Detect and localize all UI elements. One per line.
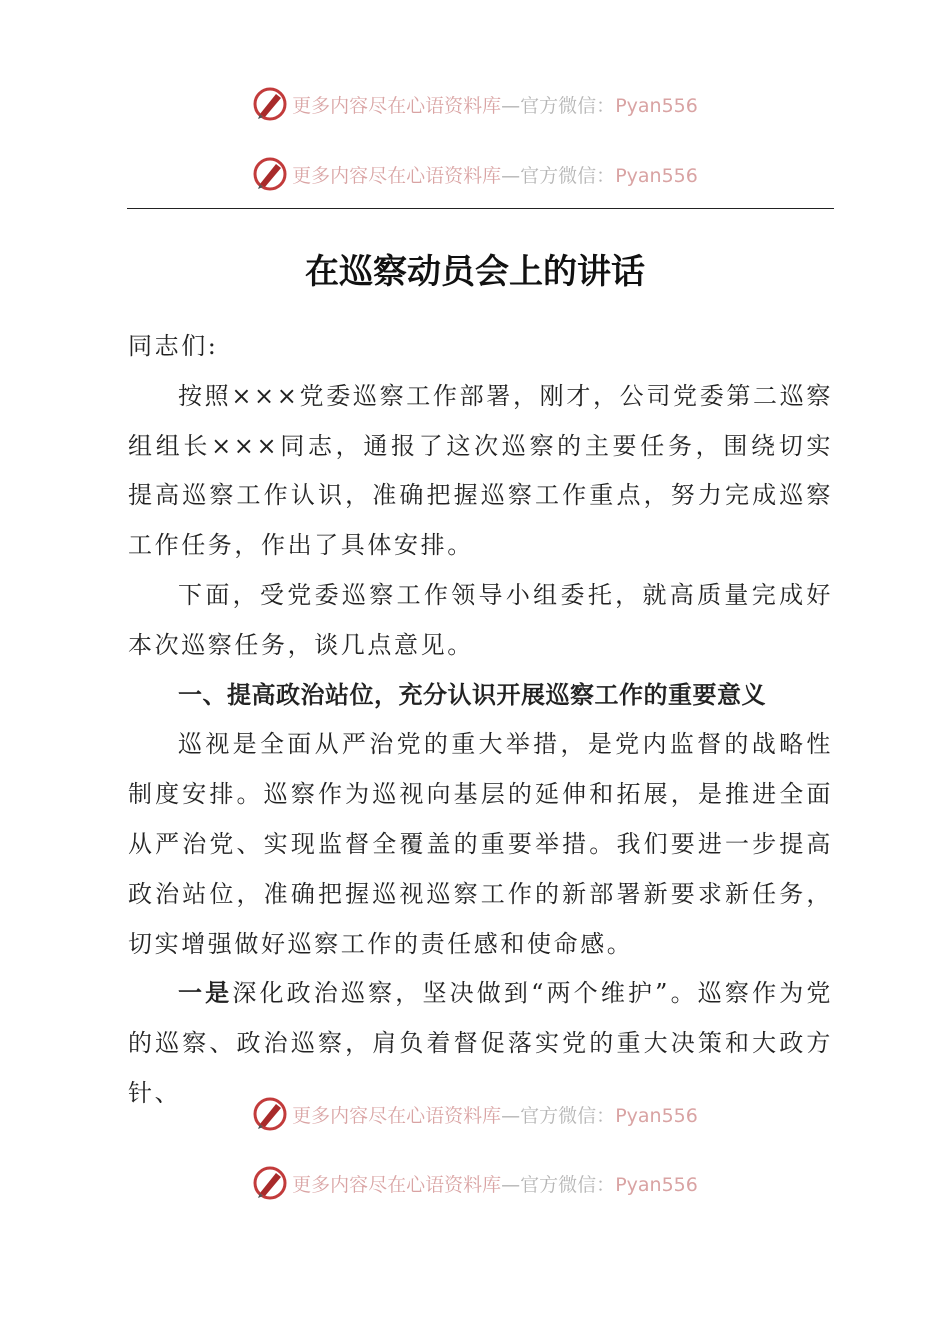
page-title: 在巡察动员会上的讲话 [305,252,645,292]
pen-logo-icon [252,156,288,192]
watermark-text: 更多内容尽在心语资料库—官方微信：Pyan556 [292,94,698,117]
watermark-banner [0,1094,950,1134]
salutation: 同志们: [128,332,219,360]
paragraph: 按照×××党委巡察工作部署，刚才，公司党委第二巡察组组长×××同志，通报了这次巡察的主要任务，围绕切实提高巡察工作认识，准确把握巡察工作重点，努力完成巡察工作任务，作出了具体安排。 [128,381,833,560]
pen-logo-icon [252,86,288,122]
pen-logo-icon [252,1096,288,1132]
paragraph-text: 深化政治巡察，坚决做到“两个维护”。巡察作为党的巡察、政治巡察，肩负着督促落实党的重大决策和大政方针、 [128,979,833,1107]
watermark-text: 更多内容尽在心语资料库—官方微信：Pyan556 [292,1104,698,1127]
watermark-banner [0,154,950,194]
paragraph: 下面，受党委巡察工作领导小组委托，就高质量完成好本次巡察任务，谈几点意见。 [128,580,833,659]
section-heading: 一、提高政治站位，充分认识开展巡察工作的重要意义 [178,680,766,709]
paragraph: 巡视是全面从严治党的重大举措，是党内监督的战略性制度安排。巡察作为巡视向基层的延伸和拓展，是推进全面从严治党、实现监督全覆盖的重要举措。我们要进一步提高政治站位，准确把握巡视巡察工作的新部署新要求新任务，切实增强做好巡察工作的责任感和使命感。 [128,730,833,958]
watermark-banner [0,84,950,124]
paragraph-lead: 一是 [178,979,233,1008]
watermark-banner [0,1163,950,1203]
pen-logo-icon [252,1165,288,1201]
watermark-text: 更多内容尽在心语资料库—官方微信：Pyan556 [292,1173,698,1196]
document-body [128,322,833,1119]
watermark-text: 更多内容尽在心语资料库—官方微信：Pyan556 [292,164,698,187]
header-rule [127,208,834,209]
